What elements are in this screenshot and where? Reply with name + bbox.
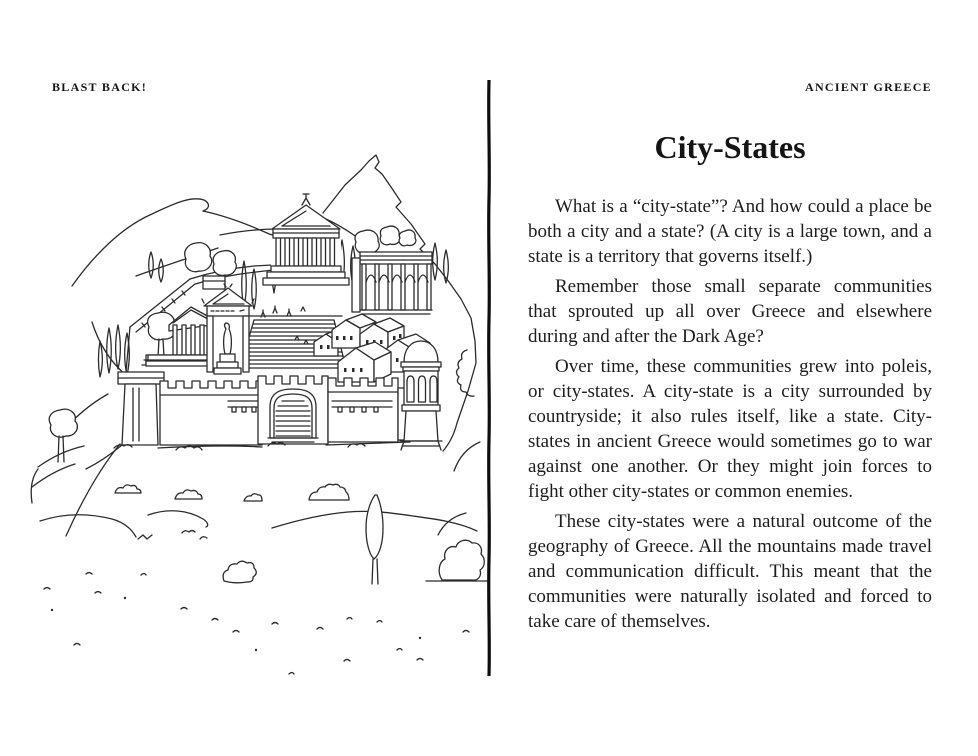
page-gutter — [485, 79, 493, 679]
body-text — [528, 194, 932, 639]
city-gate — [258, 376, 328, 444]
rocks — [44, 573, 469, 675]
paragraph: Over time, these communities grew into poleis, or city-states. A city-state is a city surrounded by countryside; it also rules itself, like a state. City-states in ancient Greece would sometimes go to war against one another. Or they might join forces to fight other city-states or common enemies. — [528, 356, 932, 502]
central-temple — [263, 194, 349, 285]
paragraph: What is a “city-state”? And how could a place be both a city and a state? (A city is a large town, and a state is a territory that governs itself.) — [528, 196, 932, 267]
left-running-head: BLAST BACK! — [52, 80, 148, 94]
paragraph: These city-states were a natural outcome of the geography of Greece. All the mountains made travel and communication difficult. This meant that the communities were naturally isolated and forced to take care of themselves. — [528, 511, 932, 632]
city-illustration — [30, 110, 490, 710]
fortification-wall — [86, 372, 410, 469]
right-running-head: ANCIENT GREECE — [804, 80, 932, 94]
dome-tower — [400, 341, 442, 450]
chapter-title: City-States — [654, 129, 806, 165]
paragraph: Remember those small separate communities that sprouted up all over Greece and elsewhere during and after the Dark Age? — [528, 276, 932, 347]
stoa-colonnade — [352, 252, 432, 314]
